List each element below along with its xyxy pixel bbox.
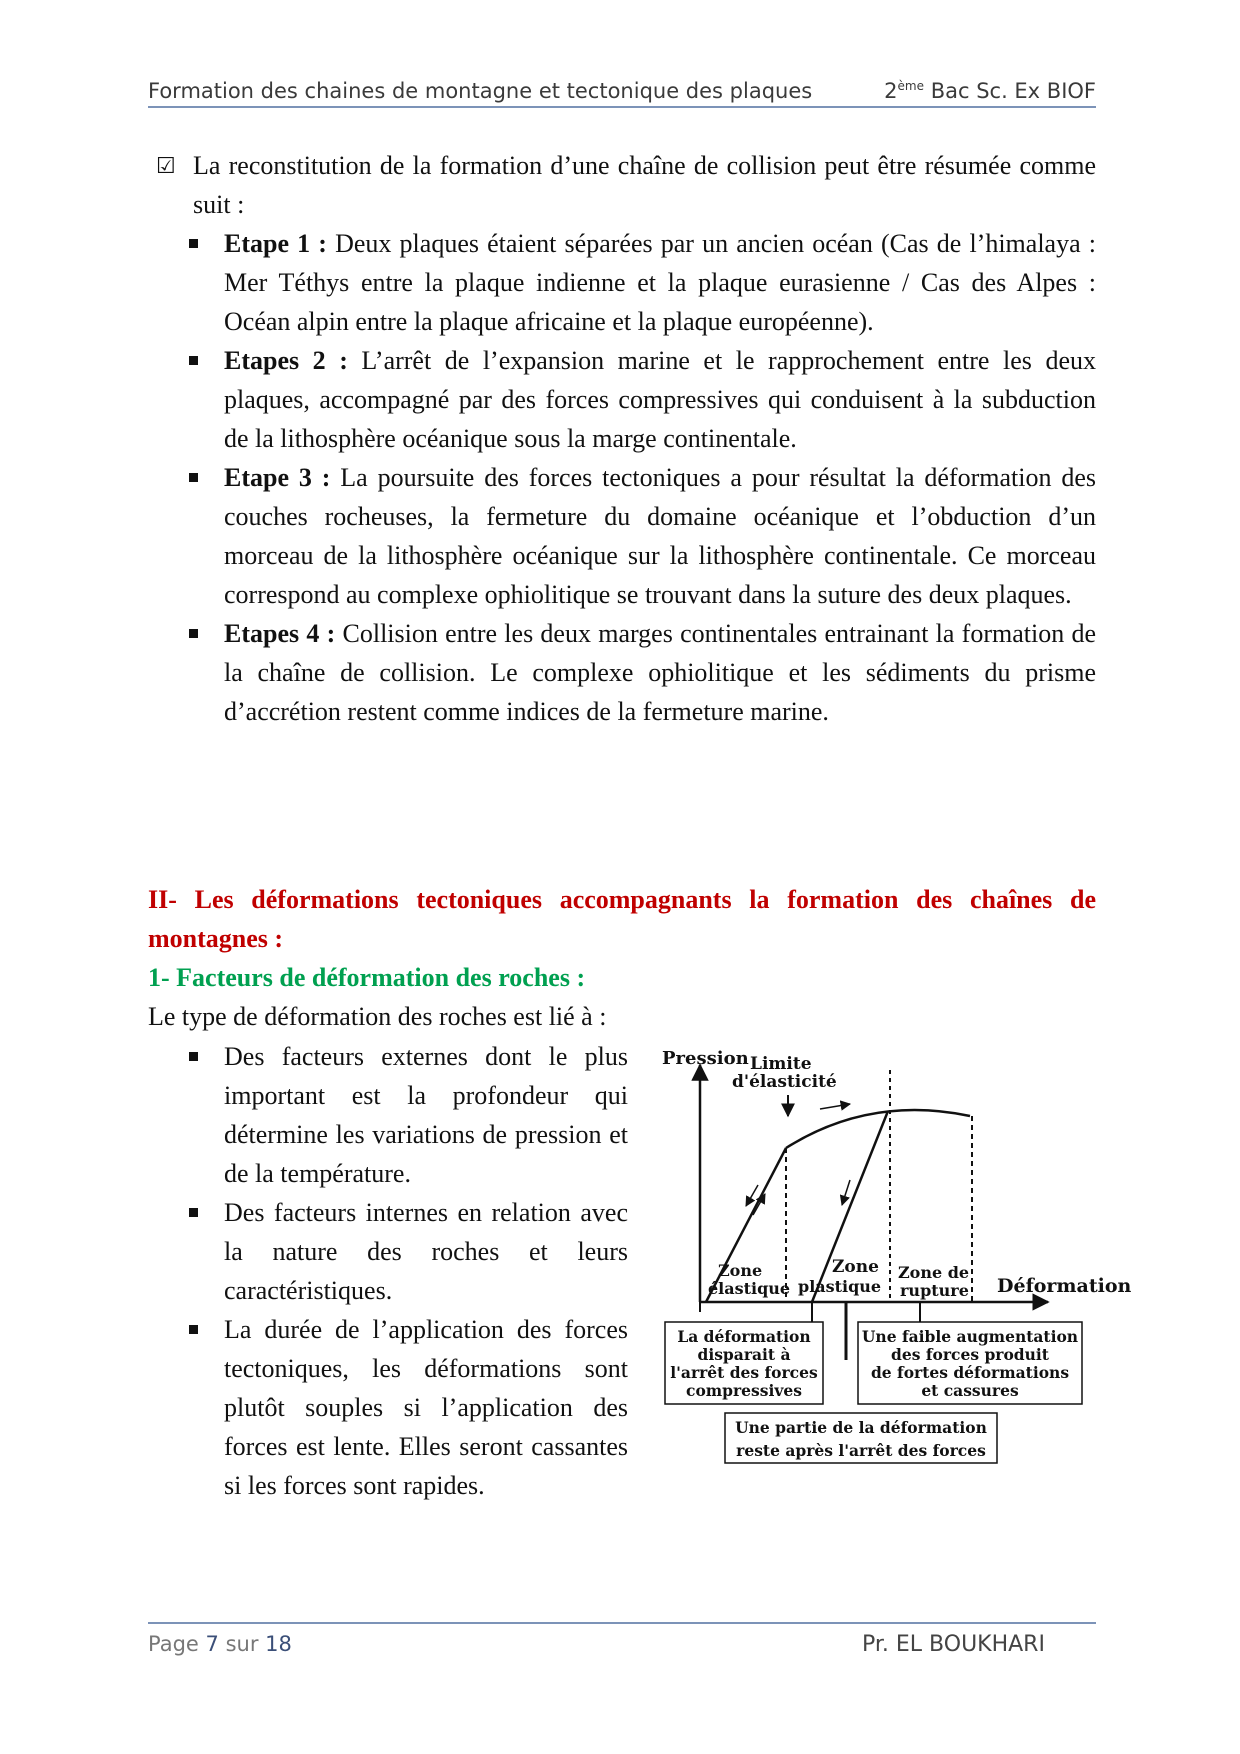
zone-plastic-label: Zone [832, 1257, 879, 1277]
box-rupture-text: des forces produit [891, 1345, 1049, 1364]
checkbox-checked-icon: ☑ [156, 154, 176, 179]
step-label: Etape 3 : [224, 463, 331, 492]
box-rupture-text: Une faible augmentation [861, 1327, 1079, 1346]
step-text: Deux plaques étaient séparées par un ancien océan (Cas de l’himalaya : Mer Téthys entre la plaque indienne et la plaque eurasienne / Cas des Alpes : Océan alpin entre la plaque africaine et la plaque européenne). [224, 229, 1096, 336]
small-arrow [842, 1180, 850, 1205]
y-axis-label: Pression [662, 1048, 749, 1069]
box-plastic-text: reste après l'arrêt des forces [736, 1441, 986, 1460]
x-axis-label: Déformation [997, 1275, 1132, 1297]
zone-elastic-label: élastique [708, 1279, 791, 1298]
list-item [224, 341, 1096, 458]
list-item: Des facteurs internes en relation avec la nature des roches et leurs caractéristiques. [224, 1193, 628, 1310]
small-arrow [820, 1104, 850, 1109]
step-text: L’arrêt de l’expansion marine et le rapprochement entre les deux plaques, accompagné par des forces compressives qui conduisent à la subduction de la lithosphère océanique sous la marge continentale. [224, 346, 1096, 453]
zone-plastic-label: plastique [798, 1277, 882, 1296]
box-rupture-text: et cassures [921, 1381, 1019, 1400]
box-elastic-text: l'arrêt des forces [670, 1363, 818, 1382]
box-elastic-text: disparait à [697, 1345, 791, 1364]
box-plastic-text: Une partie de la déformation [735, 1418, 987, 1437]
header-title: Formation des chaines de montagne et tectonique des plaques [148, 79, 813, 103]
intro-text: La reconstitution de la formation d’une chaîne de collision peut être résumée comme suit : [193, 151, 1096, 219]
box-elastic-text: La déformation [677, 1327, 811, 1346]
list-item [224, 458, 1096, 614]
step-label: Etape 1 : [224, 229, 327, 258]
step-label: Etapes 2 : [224, 346, 348, 375]
box-rupture-text: de fortes déformations [870, 1363, 1070, 1382]
zone-rupture-label: rupture [900, 1281, 969, 1300]
main-text [148, 146, 1096, 731]
subsection-heading: 1- Facteurs de déformation des roches : [148, 963, 586, 992]
limit-label: d'élasticité [732, 1072, 837, 1092]
section-heading: II- Les déformations tectoniques accompagnants la formation des chaînes de montagnes : [148, 885, 1096, 953]
step-text: Collision entre les deux marges continentales entrainant la formation de la chaîne de collision. Le complexe ophiolitique et les sédiments du prisme d’accrétion restent comme indices de la fermeture marine. [224, 619, 1096, 726]
page-number: Page 7 sur 18 [148, 1632, 292, 1656]
list-item: La durée de l’application des forces tectoniques, les déformations sont plutôt souples si l’application des forces est lente. Elles seront cassantes si les forces sont rapides. [224, 1310, 628, 1505]
page-header [148, 74, 1096, 108]
step-label: Etapes 4 : [224, 619, 336, 648]
list-item [224, 614, 1096, 731]
factors-list [224, 1037, 628, 1505]
list-item: Des facteurs externes dont le plus important est la profondeur qui détermine les variations de pression et de la température. [224, 1037, 628, 1193]
list-item [224, 224, 1096, 341]
box-elastic-text: compressives [686, 1381, 802, 1400]
zone-elastic-label: Zone [718, 1261, 763, 1280]
step-text: La poursuite des forces tectoniques a pour résultat la déformation des couches rocheuses, la fermeture du domaine océanique et l’obduction d’un morceau de la lithosphère océanique sur la lithosphère continentale. Ce morceau correspond au complexe ophiolitique se trouvant dans la suture des deux plaques. [224, 463, 1096, 609]
steps-list [148, 224, 1096, 731]
section-deformations [148, 880, 1096, 1036]
lead-text: Le type de déformation des roches est lié à : [148, 1002, 607, 1031]
deformation-diagram [660, 1040, 1140, 1480]
author-name: Pr. EL BOUKHARI [862, 1632, 1045, 1657]
zone-rupture-label: Zone de [898, 1263, 970, 1282]
small-arrow [753, 1194, 765, 1215]
header-level: 2ème Bac Sc. Ex BIOF [884, 79, 1096, 103]
intro-paragraph [148, 146, 1096, 224]
page-footer [148, 1622, 1096, 1657]
stress-curve [786, 1110, 970, 1148]
limit-label: Limite [750, 1054, 812, 1074]
